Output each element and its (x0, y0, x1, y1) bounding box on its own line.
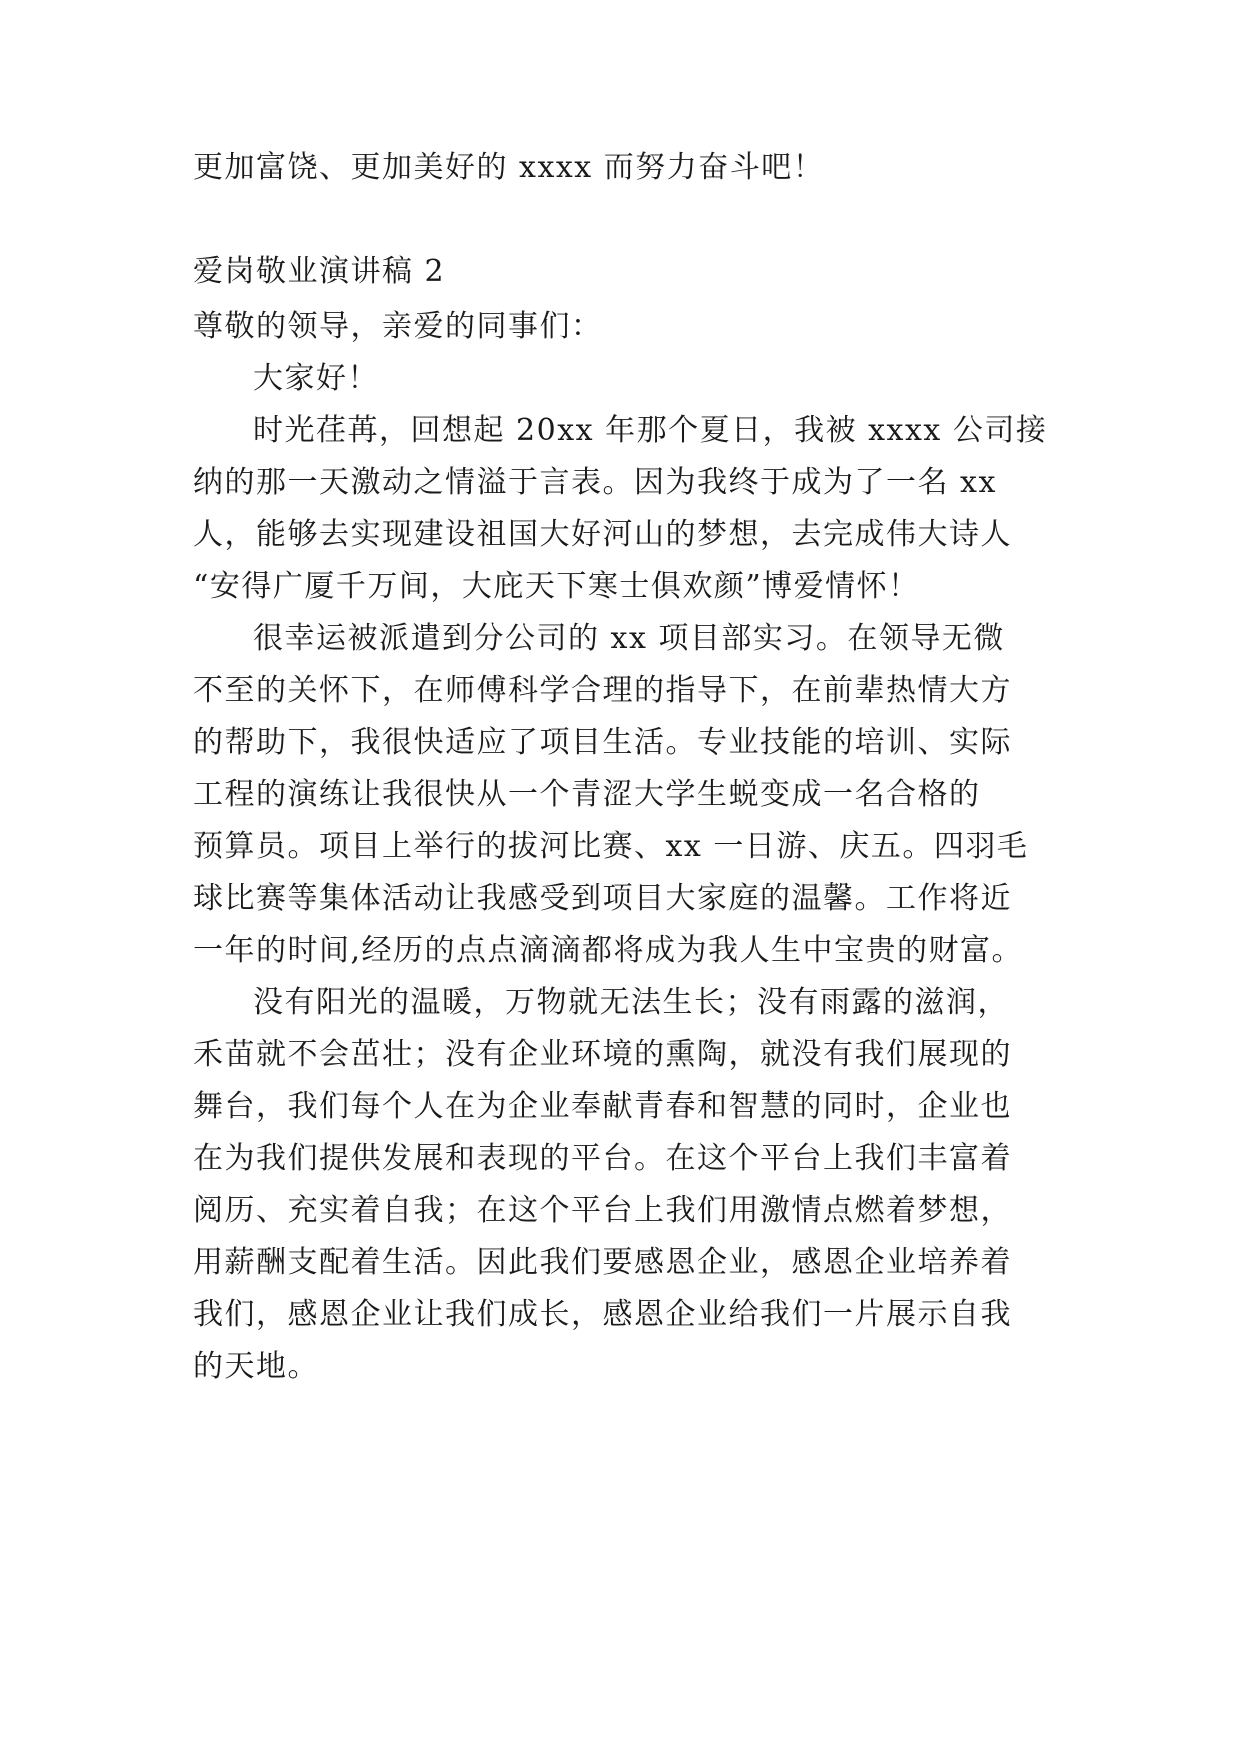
text-line: 在为我们提供发展和表现的平台。在这个平台上我们丰富着 (193, 1141, 1012, 1176)
text-line: 的帮助下，我很快适应了项目生活。专业技能的培训、实际 (193, 725, 1012, 760)
text-line: 的天地。 (193, 1349, 319, 1384)
text-line: 纳的那一天激动之情溢于言表。因为我终于成为了一名 xx (193, 465, 997, 500)
text-line: 禾苗就不会茁壮；没有企业环境的熏陶，就没有我们展现的 (193, 1037, 1012, 1072)
text-line: 没有阳光的温暖，万物就无法生长；没有雨露的滋润， (253, 985, 1009, 1020)
text-line: 很幸运被派遣到分公司的 xx 项目部实习。在领导无微 (253, 621, 1005, 656)
text-line: 阅历、充实着自我；在这个平台上我们用激情点燃着梦想， (193, 1193, 1012, 1228)
text-line: 一年的时间,经历的点点滴滴都将成为我人生中宝贵的财富。 (193, 933, 1024, 968)
text-line: 用薪酬支配着生活。因此我们要感恩企业，感恩企业培养着 (193, 1245, 1012, 1280)
text-line: 工程的演练让我很快从一个青涩大学生蜕变成一名合格的 (193, 777, 981, 812)
intro-line: 更加富饶、更加美好的 xxxx 而努力奋斗吧！ (193, 150, 825, 185)
text-line: 球比赛等集体活动让我感受到项目大家庭的温馨。工作将近 (193, 881, 1012, 916)
salutation: 尊敬的领导，亲爱的同事们： (193, 309, 603, 344)
greeting: 大家好！ (253, 361, 379, 396)
text-line: 不至的关怀下，在师傅科学合理的指导下，在前辈热情大方 (193, 673, 1012, 708)
text-line: 舞台，我们每个人在为企业奉献青春和智慧的同时，企业也 (193, 1089, 1012, 1124)
text-line: 人，能够去实现建设祖国大好河山的梦想，去完成伟大诗人 (193, 517, 1012, 552)
speech-title: 爱岗敬业演讲稿 2 (193, 254, 446, 289)
text-line: “安得广厦千万间，大庇天下寒士俱欢颜”博爱情怀！ (193, 569, 920, 604)
text-line: 预算员。项目上举行的拔河比赛、xx 一日游、庆五。四羽毛 (193, 829, 1029, 864)
text-line: 我们，感恩企业让我们成长，感恩企业给我们一片展示自我 (193, 1297, 1012, 1332)
text-line: 时光荏苒，回想起 20xx 年那个夏日，我被 xxxx 公司接 (253, 413, 1048, 448)
